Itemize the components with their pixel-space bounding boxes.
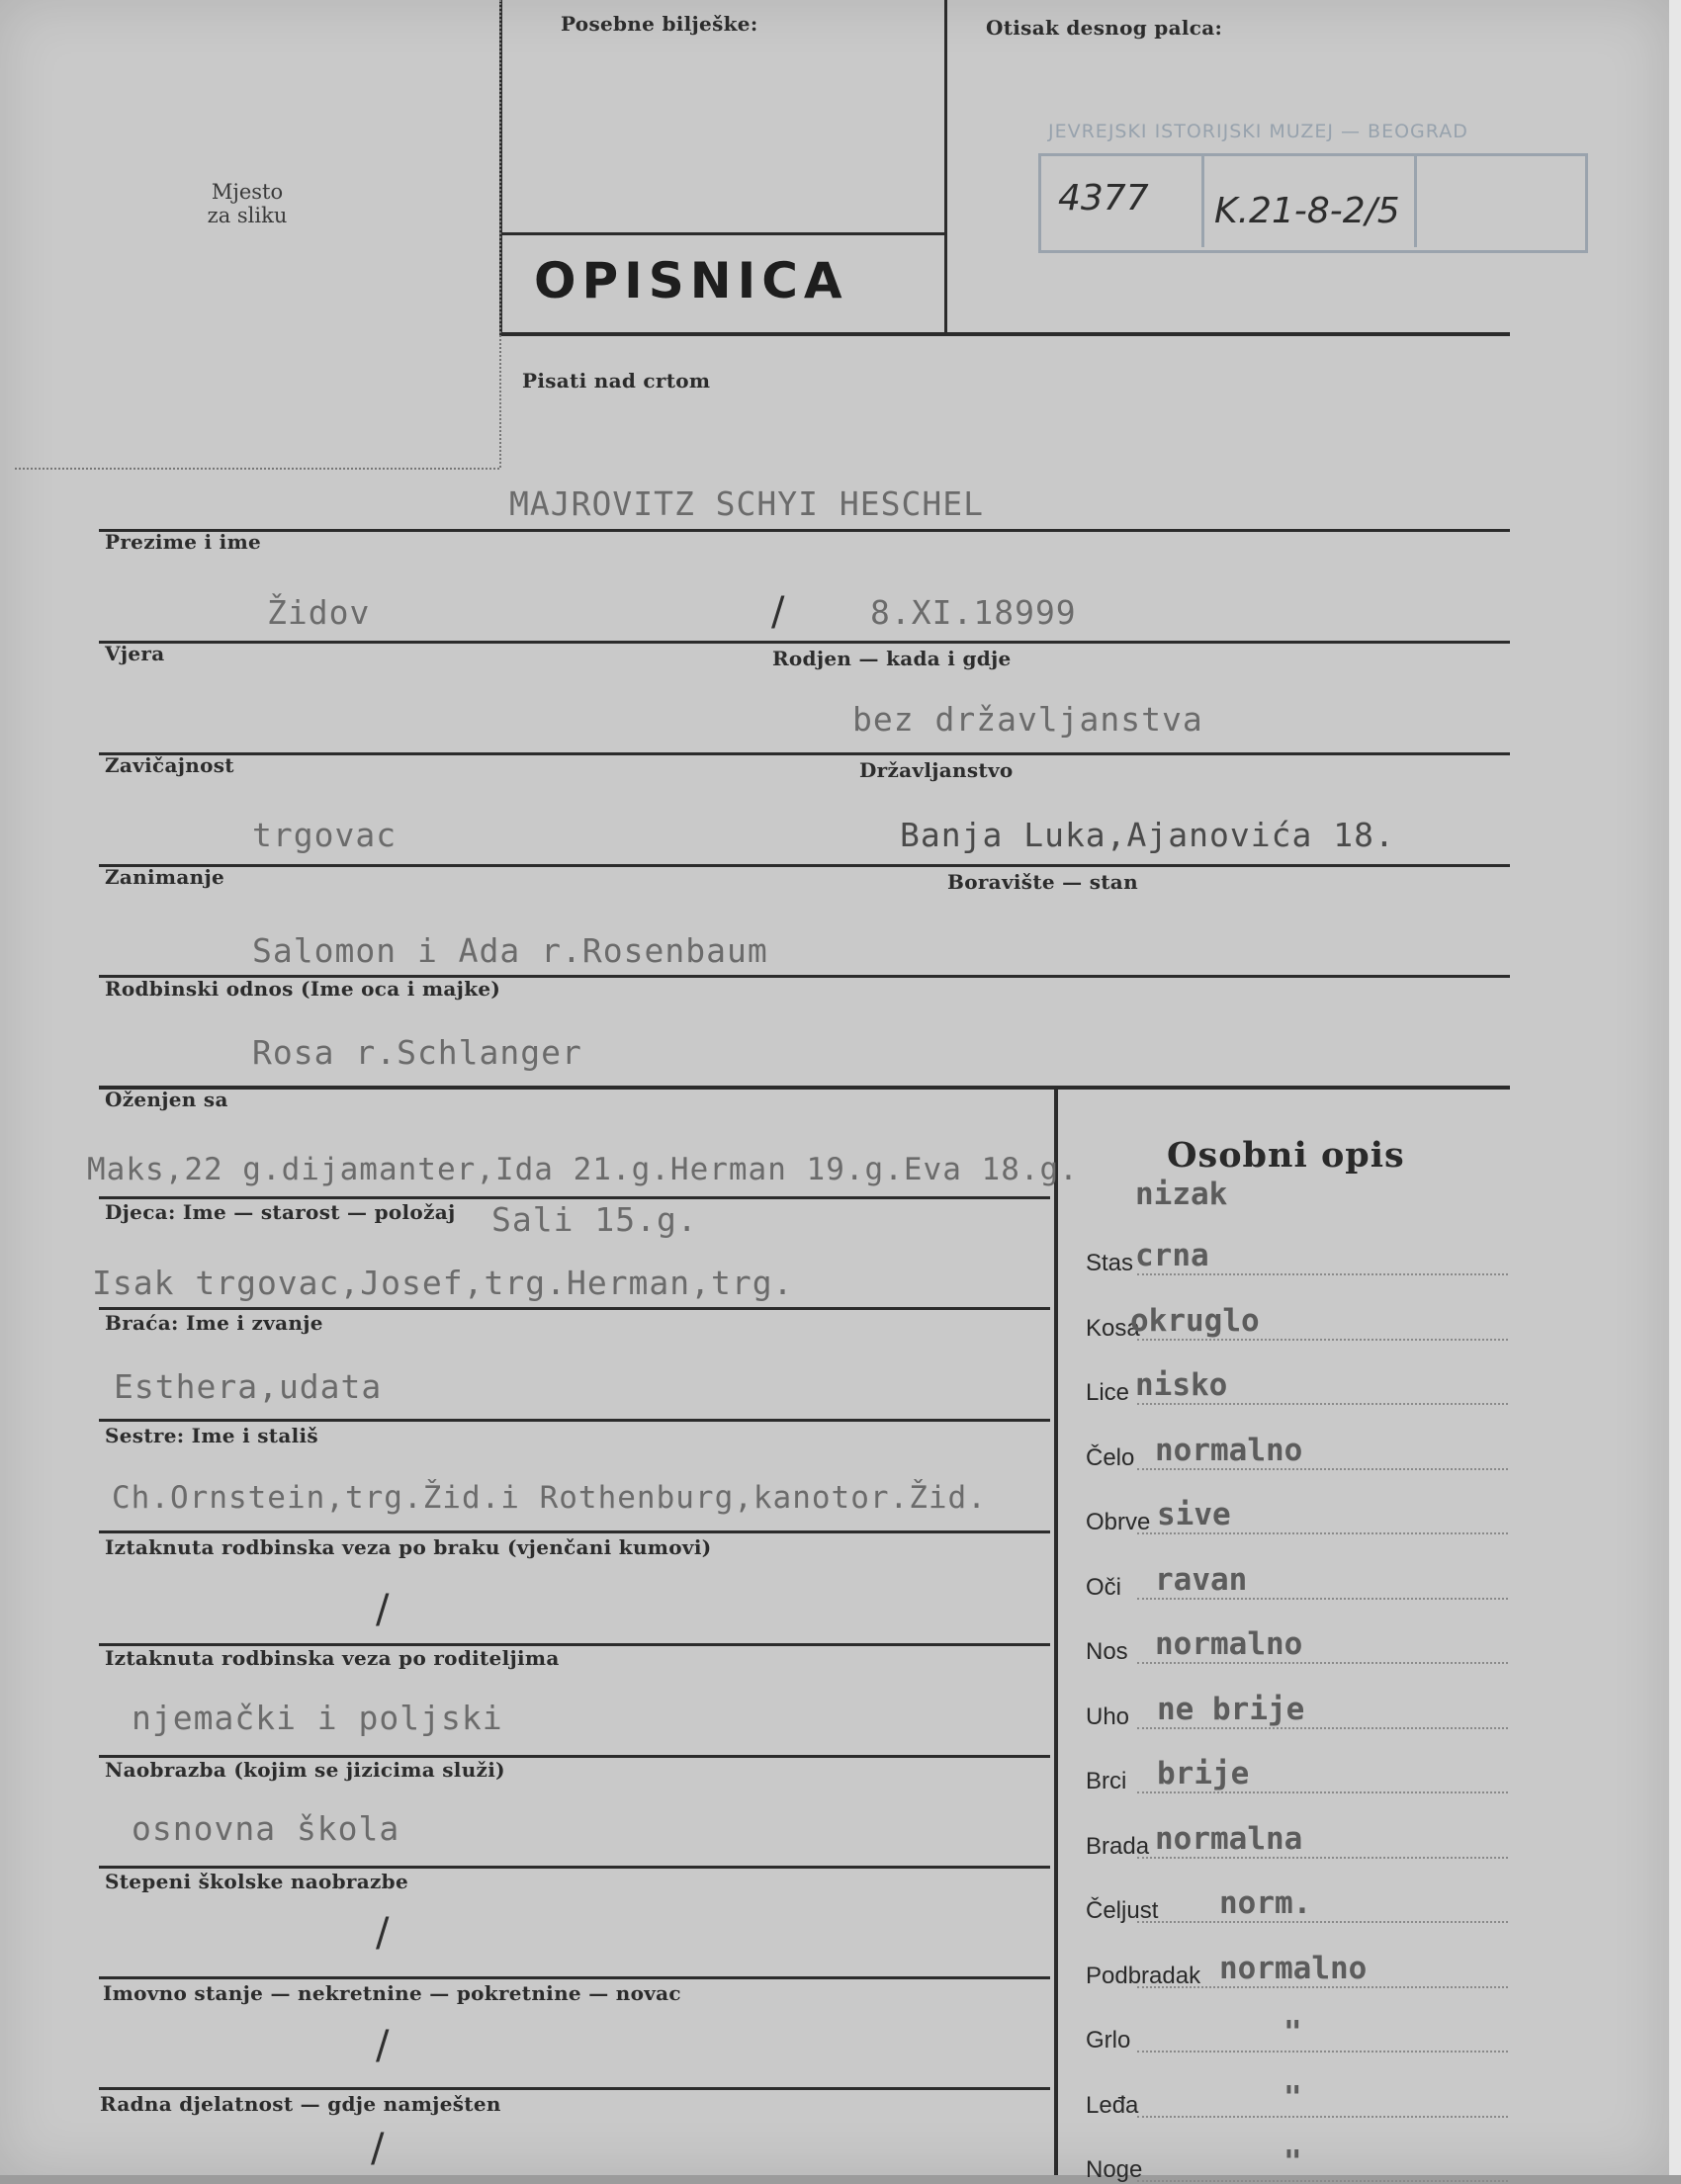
born-label: Rodjen — kada i gdje (772, 647, 1012, 670)
personal-desc-label: Brada (1086, 1833, 1150, 1860)
religion-value: Židov (267, 593, 371, 632)
personal-desc-value: normalna (1155, 1821, 1303, 1857)
personal-desc-label: Čeljust (1086, 1897, 1159, 1924)
thumbprint-label: Otisak desnog palca: (986, 16, 1223, 40)
property-label: Imovno stanje — nekretnine — pokretnine — novac (103, 1981, 681, 2005)
marriage-relation-value: Ch.Ornstein,trg.Žid.i Rothenburg,kanotor.Žid. (112, 1480, 987, 1516)
row-rule (99, 1086, 1510, 1090)
personal-desc-value: normalno (1155, 1433, 1303, 1468)
personal-desc-dotted-line (1137, 1532, 1508, 1534)
parent-relation-value: / (376, 1587, 390, 1632)
row-rule (99, 1419, 1050, 1422)
personal-desc-dotted-line (1137, 1339, 1508, 1341)
personal-desc-value: " (1283, 2144, 1302, 2180)
row-rule (99, 864, 1510, 867)
archive-signature: K.21-8-2/5 (1214, 191, 1400, 231)
personal-desc-dotted-line (1137, 1403, 1508, 1405)
personal-desc-dotted-line (1137, 2051, 1508, 2053)
special-notes-label: Posebne bilješke: (561, 12, 758, 36)
personal-desc-label: Brci (1086, 1768, 1127, 1794)
personal-desc-dotted-line (1137, 1921, 1508, 1923)
education-label: Naobrazba (kojim se jizicima služi) (105, 1758, 505, 1782)
school-label: Stepeni školske naobrazbe (105, 1870, 408, 1893)
parents-label: Rodbinski odnos (Ime oca i majke) (105, 977, 501, 1001)
stamp-divider (1414, 153, 1417, 247)
personal-desc-value: brije (1157, 1756, 1250, 1791)
citizenship-value: bez državljanstva (852, 700, 1203, 739)
last-value: / (371, 2126, 385, 2171)
personal-desc-label: Čelo (1086, 1444, 1135, 1471)
write-above-label: Pisati nad crtom (522, 369, 711, 393)
parent-relation-label: Iztaknuta rodbinska veza po roditeljima (105, 1646, 560, 1670)
personal-desc-label: Oči (1086, 1574, 1121, 1601)
registration-number: 4377 (1058, 178, 1149, 218)
document-title: OPISNICA (534, 252, 848, 309)
married-label: Oženjen sa (105, 1088, 228, 1111)
personal-desc-label: Obrve (1086, 1509, 1151, 1535)
personal-desc-value: crna (1135, 1238, 1209, 1273)
personal-desc-dotted-line (1137, 1727, 1508, 1729)
personal-desc-label: Lice (1086, 1379, 1130, 1406)
personal-desc-dotted-line (1137, 2116, 1508, 2118)
name-label: Prezime i ime (105, 530, 262, 554)
work-label: Radna djelatnost — gdje namješten (100, 2092, 501, 2116)
residence-label: Boravište — stan (947, 870, 1138, 894)
residence-value: Banja Luka,Ajanovića 18. (900, 816, 1395, 854)
work-value: / (376, 2023, 390, 2068)
photo-area-border (15, 468, 499, 470)
row-rule (99, 1196, 1050, 1199)
personal-desc-label: Kosa (1086, 1315, 1140, 1342)
personal-desc-value: norm. (1219, 1885, 1312, 1921)
domicile-label: Zavičajnost (105, 753, 234, 777)
personal-desc-value: ne brije (1157, 1692, 1305, 1727)
personal-desc-value: nisko (1135, 1367, 1228, 1403)
personal-desc-label: Stas (1086, 1250, 1134, 1276)
children-value-continued: Sali 15.g. (491, 1200, 698, 1239)
sisters-value: Esthera,udata (114, 1367, 383, 1406)
row-rule (99, 752, 1510, 755)
children-value: Maks,22 g.dijamanter,Ida 21.g.Herman 19.g.Eva 18.g. (87, 1152, 1079, 1187)
photo-placeholder-label: Mjesto za sliku (207, 180, 288, 227)
occupation-label: Zanimanje (105, 865, 225, 889)
sisters-label: Sestre: Ime i stališ (105, 1424, 318, 1447)
personal-desc-label: Grlo (1086, 2027, 1131, 2053)
personal-desc-value: normalno (1219, 1951, 1368, 1986)
stature-value: nizak (1135, 1177, 1228, 1212)
personal-desc-dotted-line (1137, 1273, 1508, 1275)
personal-desc-value: " (1283, 2080, 1302, 2116)
personal-desc-label: Leđa (1086, 2092, 1139, 2119)
row-rule (99, 1307, 1050, 1310)
personal-desc-dotted-line (1137, 2180, 1508, 2182)
row-rule (99, 1976, 1050, 1979)
personal-desc-label: Nos (1086, 1638, 1128, 1665)
property-value: / (376, 1910, 390, 1956)
photo-area-side (499, 0, 501, 468)
personal-desc-value: " (1283, 2015, 1302, 2051)
personal-desc-dotted-line (1137, 1468, 1508, 1470)
citizenship-label: Državljanstvo (859, 758, 1014, 782)
personal-desc-value: sive (1157, 1497, 1231, 1532)
museum-stamp-text: JEVREJSKI ISTORIJSKI MUZEJ — BEOGRAD (1048, 121, 1468, 142)
marriage-relation-label: Iztaknuta rodbinska veza po braku (vjenčani kumovi) (105, 1535, 712, 1559)
personal-desc-dotted-line (1137, 1662, 1508, 1664)
title-top-rule (499, 232, 944, 235)
personal-desc-dotted-line (1137, 1857, 1508, 1859)
religion-label: Vjera (105, 642, 165, 665)
personal-desc-label: Uho (1086, 1704, 1130, 1730)
children-label: Djeca: Ime — starost — položaj (105, 1200, 456, 1224)
occupation-value: trgovac (252, 816, 398, 854)
separator-slash: / (771, 589, 785, 635)
born-value: 8.XI.18999 (870, 593, 1077, 632)
personal-description-title: Osobni opis (1167, 1135, 1405, 1176)
column-divider (1054, 1088, 1058, 2175)
row-rule (99, 1530, 1050, 1533)
row-rule (99, 529, 1510, 532)
personal-desc-dotted-line (1137, 1791, 1508, 1793)
personal-desc-dotted-line (1137, 1598, 1508, 1600)
education-value: njemački i poljski (132, 1699, 503, 1737)
personal-desc-label: Podbradak (1086, 1963, 1201, 1989)
personal-desc-value: normalno (1155, 1626, 1303, 1662)
brothers-label: Braća: Ime i zvanje (105, 1311, 323, 1335)
title-bottom-rule (499, 332, 1510, 336)
brothers-value: Isak trgovac,Josef,trg.Herman,trg. (92, 1264, 794, 1302)
personal-desc-dotted-line (1137, 1986, 1508, 1988)
stamp-divider (1201, 153, 1204, 247)
parents-value: Salomon i Ada r.Rosenbaum (252, 931, 768, 970)
personal-desc-value: okruglo (1130, 1303, 1260, 1339)
header-divider-right (944, 0, 947, 334)
row-rule (99, 641, 1510, 644)
school-value: osnovna škola (132, 1809, 400, 1848)
row-rule (99, 2087, 1050, 2090)
personal-desc-label: Noge (1086, 2156, 1143, 2183)
personal-desc-value: ravan (1155, 1562, 1248, 1598)
row-rule (99, 1866, 1050, 1869)
scan-edge (1669, 0, 1681, 2175)
married-value: Rosa r.Schlanger (252, 1033, 582, 1072)
name-value: MAJROVITZ SCHYI HESCHEL (509, 484, 984, 523)
